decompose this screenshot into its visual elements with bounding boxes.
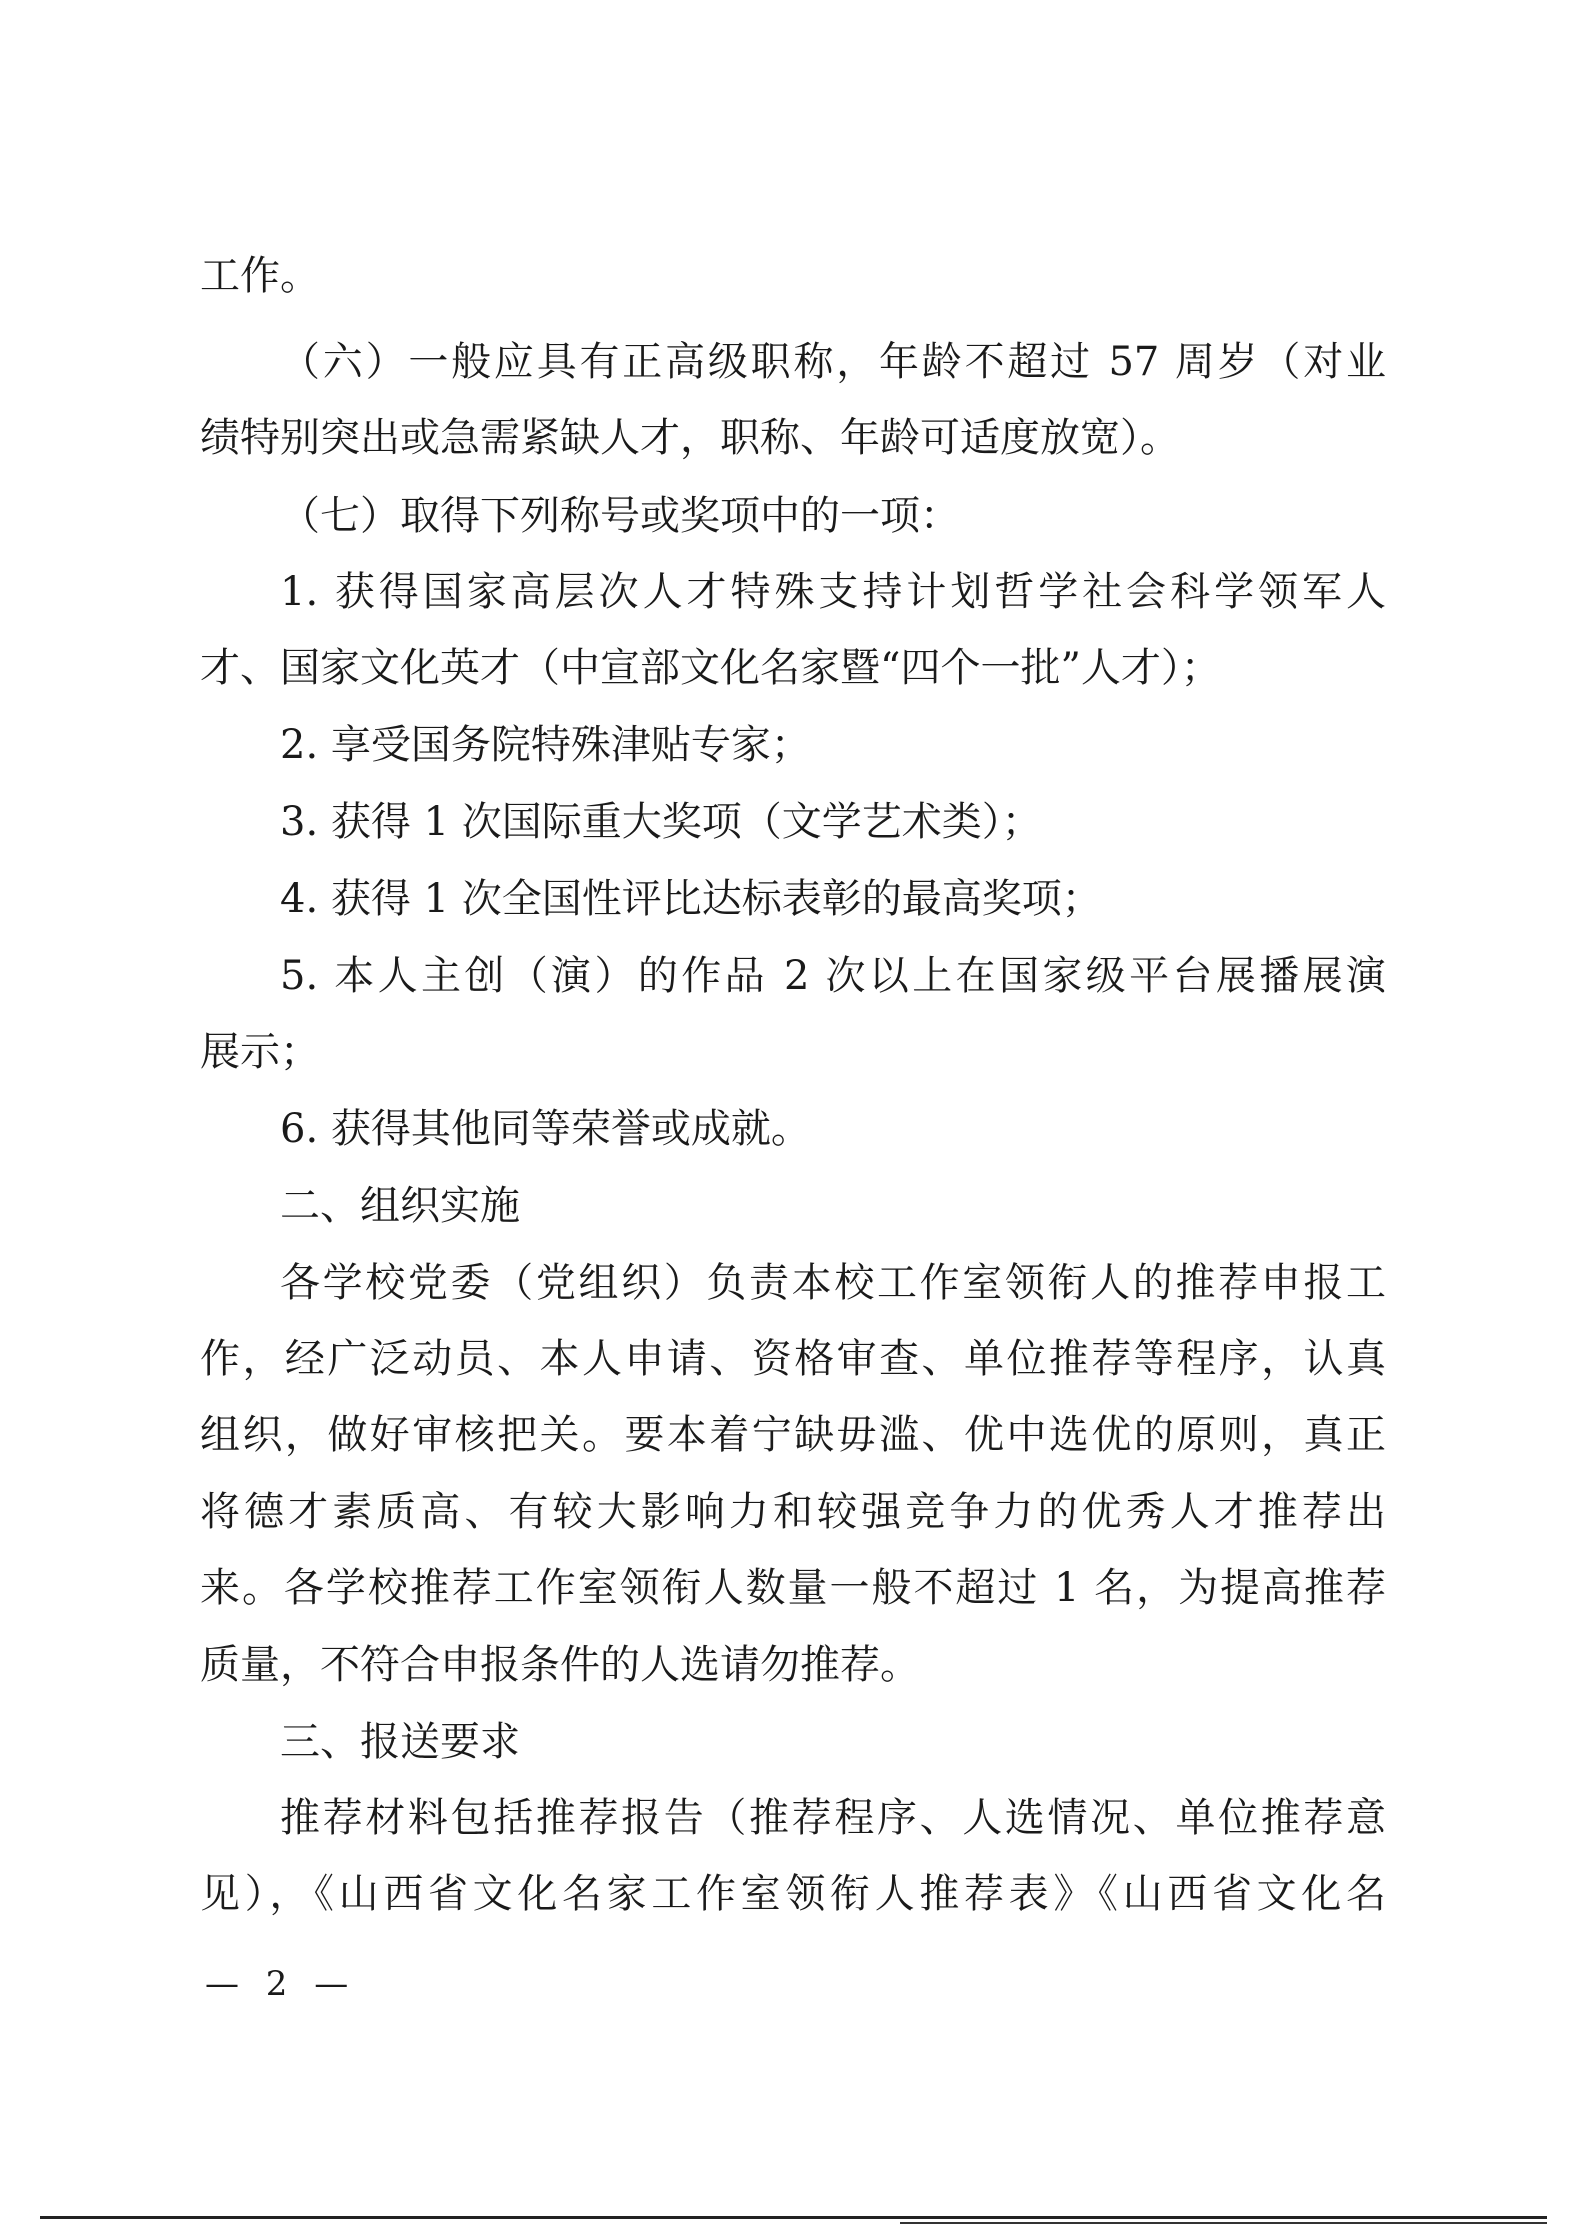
text-line: 见），《山西省文化名家工作室领衔人推荐表》《山西省文化名 xyxy=(200,1871,1386,1917)
text-line: 5. 本人主创（演）的作品 2 次以上在国家级平台展播展演 xyxy=(280,953,1386,999)
text-line: 将德才素质高、有较大影响力和较强竞争力的优秀人才推荐出 xyxy=(200,1489,1386,1535)
text-line: 才、国家文化英才（中宣部文化名家暨“四个一批”人才）； xyxy=(200,645,1221,691)
text-line: 作，经广泛动员、本人申请、资格审查、单位推荐等程序，认真 xyxy=(200,1336,1386,1382)
text-line: 绩特别突出或急需紧缺人才，职称、年龄可适度放宽）。 xyxy=(200,415,1180,461)
scan-edge-line xyxy=(900,2222,1547,2224)
text-line: （七）取得下列称号或奖项中的一项： xyxy=(280,493,960,539)
text-line: 组织，做好审核把关。要本着宁缺毋滥、优中选优的原则，真正 xyxy=(200,1412,1386,1458)
scan-edge-line xyxy=(40,2216,1547,2219)
page-number: — 2 — xyxy=(205,1964,357,2004)
text-line: 各学校党委（党组织）负责本校工作室领衔人的推荐申报工 xyxy=(280,1260,1386,1306)
text-line: 来。各学校推荐工作室领衔人数量一般不超过 1 名，为提高推荐 xyxy=(200,1565,1386,1611)
text-line: 展示； xyxy=(200,1029,320,1075)
text-line: 质量，不符合申报条件的人选请勿推荐。 xyxy=(200,1642,920,1688)
text-line: 推荐材料包括推荐报告（推荐程序、人选情况、单位推荐意 xyxy=(280,1795,1386,1841)
text-line: 2. 享受国务院特殊津贴专家； xyxy=(280,722,811,768)
section-heading: 三、报送要求 xyxy=(280,1719,520,1765)
text-line: 1. 获得国家高层次人才特殊支持计划哲学社会科学领军人 xyxy=(280,569,1386,615)
text-line: 4. 获得 1 次全国性评比达标表彰的最高奖项； xyxy=(280,876,1102,922)
text-line: 3. 获得 1 次国际重大奖项（文学艺术类）； xyxy=(280,799,1042,845)
section-heading: 二、组织实施 xyxy=(280,1183,520,1229)
text-line: （六）一般应具有正高级职称，年龄不超过 57 周岁（对业 xyxy=(280,339,1386,385)
text-line: 工作。 xyxy=(200,253,320,299)
text-line: 6. 获得其他同等荣誉或成就。 xyxy=(280,1106,811,1152)
